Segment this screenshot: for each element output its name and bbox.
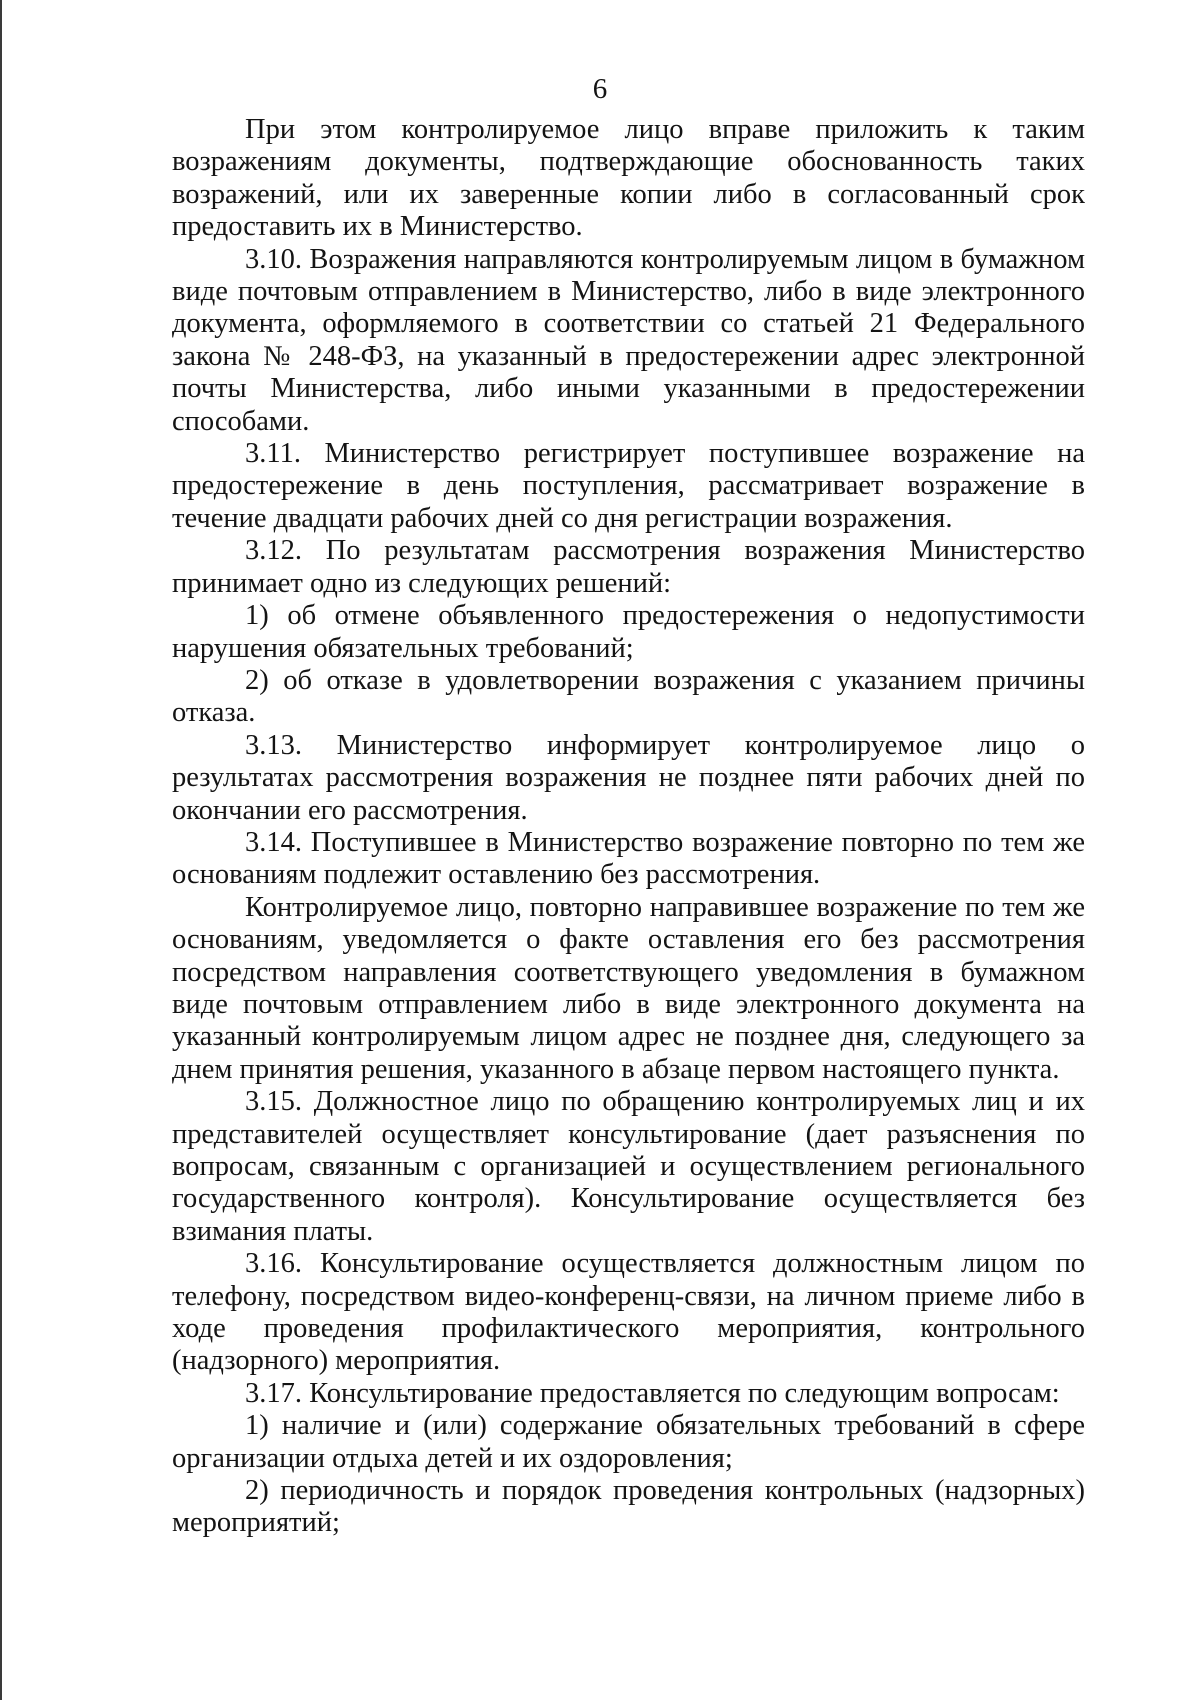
page-number: 6 (592, 73, 608, 105)
paragraph-3-17-item-2: 2) периодичность и порядок проведения контрольных (надзорных) мероприятий; (172, 1475, 1085, 1539)
paragraph-3-17: 3.17. Консультирование предоставляется по следующим вопросам: (245, 1377, 1060, 1409)
paragraph-3-15: 3.15. Должностное лицо по обращению контролируемых лиц и их представителей осуществляет консультирование (дает разъяснения по вопросам, связанным с организацией и осуществлением регионального государственного контроля). Консультирование осуществляется без взимания платы. (172, 1086, 1085, 1247)
paragraph-3-13: 3.13. Министерство информирует контролируемое лицо о результатах рассмотрения возражения не позднее пяти рабочих дней по окончании его рассмотрения. (172, 729, 1085, 826)
document-body (172, 114, 1085, 1540)
paragraph-3-12-item-2: 2) об отказе в удовлетворении возражения с указанием причины отказа. (172, 664, 1085, 729)
paragraph-3-12: 3.12. По результатам рассмотрения возражения Министерство принимает одно из следующих решений: (172, 535, 1085, 599)
paragraph-repeat-objection: Контролируемое лицо, повторно направившее возражение по тем же основаниям, уведомляется о факте оставления его без рассмотрения посредством направления соответствующего уведомления в бумажном виде почтовым отправлением либо в виде электронного документа на указанный контролируемым лицом адрес не позднее дня, следующего за днем принятия решения, указанного в абзаце первом настоящего пункта. (172, 891, 1085, 1085)
paragraph-3-14: 3.14. Поступившее в Министерство возражение повторно по тем же основаниям подлежит оставлению без рассмотрения. (172, 826, 1085, 891)
paragraph-3-11: 3.11. Министерство регистрирует поступившее возражение на предостережение в день поступления, рассматривает возражение в течение двадцати рабочих дней со дня регистрации возражения. (172, 438, 1085, 534)
paragraph-attachments: При этом контролируемое лицо вправе приложить к таким возражениям документы, подтверждающие обоснованность таких возражений, или их заверенные копии либо в согласованный срок предоставить их в Министерство. (172, 114, 1085, 243)
paragraph-3-10: 3.10. Возражения направляются контролируемым лицом в бумажном виде почтовым отправлением в Министерство, либо в виде электронного документа, оформляемого в соответствии со статьей 21 Федерального закона № 248-ФЗ, на указанный в предостережении адрес электронной почты Министерства, либо иными указанными в предостережении способами. (172, 243, 1085, 437)
paragraph-3-17-item-1: 1) наличие и (или) содержание обязательных требований в сфере организации отдыха детей и их оздоровления; (172, 1410, 1085, 1474)
page-left-edge (0, 0, 2, 1700)
paragraph-3-12-item-1: 1) об отмене объявленного предостережения о недопустимости нарушения обязательных требований; (172, 600, 1085, 664)
paragraph-3-16: 3.16. Консультирование осуществляется должностным лицом по телефону, посредством видео-конференц-связи, на личном приеме либо в ходе проведения профилактического мероприятия, контрольного (надзорного) мероприятия. (172, 1248, 1085, 1377)
